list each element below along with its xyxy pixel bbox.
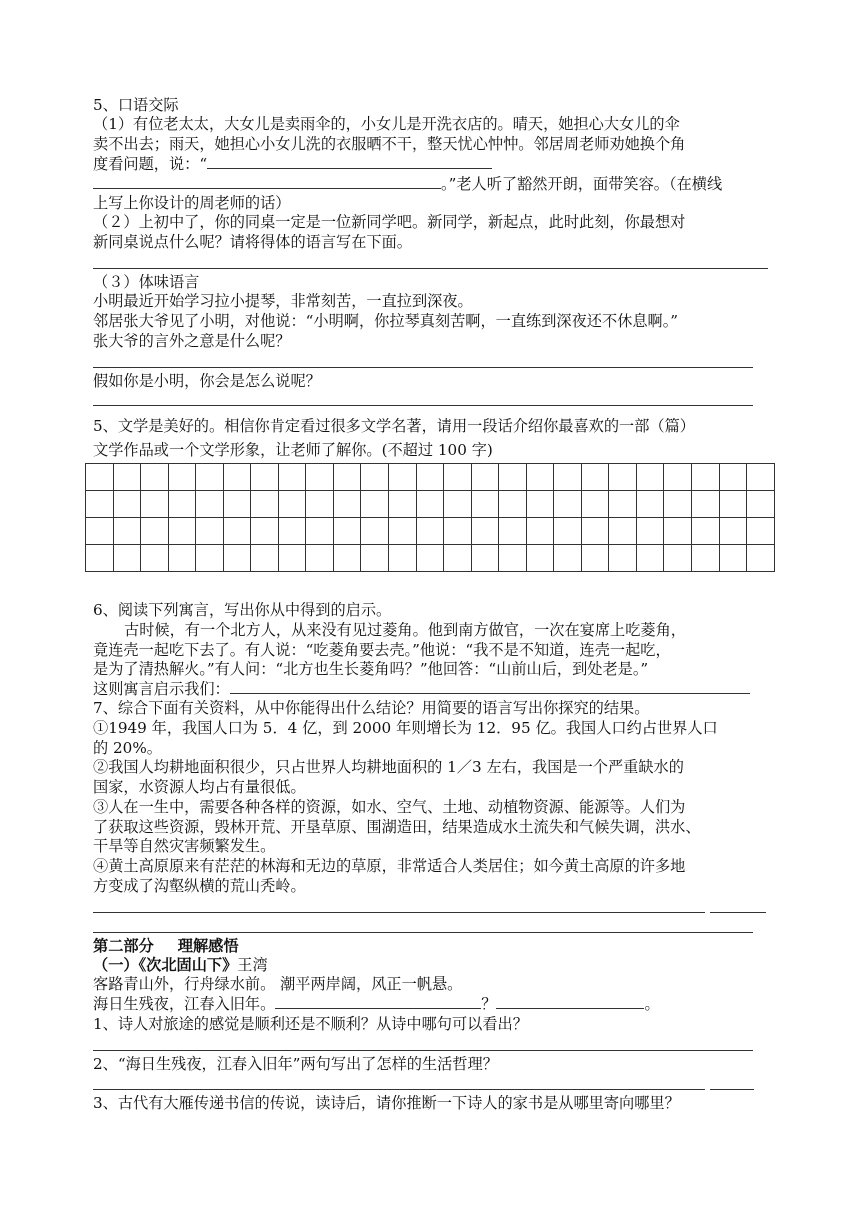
grid-cell[interactable] [636,464,664,491]
grid-cell[interactable] [471,464,499,491]
section5b-line1: 5、文学是美好的。相信你肯定看过很多文学名著，请用一段话介绍你最喜欢的一部（篇） [93,417,695,435]
grid-cell[interactable] [444,464,472,491]
poem-line2 [93,994,660,1014]
grid-cell[interactable] [416,518,444,545]
section5b-line2: 文学作品或一个文学形象，让老师了解你。(不超过 100 字) [93,441,493,459]
answer-line[interactable] [93,405,753,406]
grid-cell[interactable] [141,491,169,518]
grid-cell[interactable] [499,545,527,572]
grid-cell[interactable] [664,464,692,491]
grid-cell[interactable] [223,464,251,491]
answer-blank[interactable] [230,679,750,694]
q3-text-line2: 邻居张大爷见了小明，对他说：“小明啊，你拉琴真刻苦啊，一直练到深夜还不休息啊。” [93,312,679,330]
grid-cell[interactable] [692,464,720,491]
grid-cell[interactable] [223,545,251,572]
fable-line3: 是为了清热解火。”有人问：“北方也生长菱角吗？”他回答：“山前山后，到处老是。” [93,660,649,678]
grid-cell[interactable] [609,518,637,545]
grid-cell[interactable] [113,491,141,518]
part2-title: 理解感悟 [177,937,239,955]
grid-cell[interactable] [306,491,334,518]
grid-cell[interactable] [361,491,389,518]
q3-text-line4: 假如你是小明，你会是怎么说呢？ [93,372,321,390]
grid-cell[interactable] [636,545,664,572]
grid-cell[interactable] [471,491,499,518]
poem-title-line [93,955,268,975]
grid-cell[interactable] [113,518,141,545]
grid-cell[interactable] [278,464,306,491]
section7-line2: ①1949 年，我国人口为 5．4 亿，到 2000 年则增长为 12．95 亿。我国人口约占世界人口 [93,719,718,737]
q3-heading: （３）体味语言 [93,273,200,291]
grid-cell[interactable] [251,464,279,491]
poem-question-2: 2、“海日生残夜，江春入旧年”两句写出了怎样的生活哲理？ [93,1055,498,1073]
grid-cell[interactable] [554,545,582,572]
grid-cell[interactable] [251,491,279,518]
grid-cell[interactable] [251,545,279,572]
grid-cell[interactable] [196,464,224,491]
grid-cell[interactable] [306,518,334,545]
section7-line9: ④黄土高原原来有茫茫的林海和无边的草原，非常适合人类居住；如今黄土高原的许多地 [93,857,686,875]
grid-cell[interactable] [609,545,637,572]
poem-line1: 客路青山外，行舟绿水前。 潮平两岸阔，风正一帆悬。 [93,975,463,993]
answer-line[interactable] [93,1089,705,1090]
grid-cell[interactable] [168,491,196,518]
q1-text-line2: 卖不出去；雨天，她担心小女儿洗的衣服晒不干，整天忧心忡忡。邻居周老师劝她换个角 [93,135,686,153]
grid-cell[interactable] [333,545,361,572]
grid-cell[interactable] [747,491,775,518]
poem-question-1: 1、诗人对旅途的感觉是顺利还是不顺利？从诗中哪句可以看出？ [93,1015,528,1033]
grid-cell[interactable] [168,464,196,491]
grid-cell[interactable] [526,464,554,491]
grid-cell[interactable] [444,518,472,545]
grid-cell[interactable] [196,491,224,518]
grid-cell[interactable] [278,491,306,518]
grid-cell[interactable] [223,518,251,545]
section7-line8: 干旱等自然灾害频繁发生。 [93,837,276,855]
grid-cell[interactable] [581,464,609,491]
grid-cell[interactable] [719,491,747,518]
grid-cell[interactable] [389,491,417,518]
answer-line[interactable] [93,268,768,269]
period-mark: 。 [644,995,660,1013]
section7-line4: ②我国人均耕地面积很少，只占世界人均耕地面积的 1／3 左右，我国是一个严重缺水的 [93,758,684,776]
grid-cell[interactable] [389,464,417,491]
grid-cell[interactable] [113,545,141,572]
grid-cell[interactable] [306,464,334,491]
grid-row [86,464,775,491]
writing-grid[interactable] [85,463,775,572]
grid-cell[interactable] [113,464,141,491]
grid-cell[interactable] [389,518,417,545]
grid-cell[interactable] [361,464,389,491]
grid-cell[interactable] [636,491,664,518]
grid-cell[interactable] [389,545,417,572]
fable-prompt-label: 这则寓言启示我们： [93,680,230,698]
q1-text-line3 [93,154,492,174]
grid-cell[interactable] [747,518,775,545]
grid-cell[interactable] [86,518,114,545]
section7-line5: 国家，水资源人均占有量很低。 [93,778,306,796]
grid-cell[interactable] [361,545,389,572]
q1-text-line1: （1）有位老太太，大女儿是卖雨伞的，小女儿是开洗衣店的。晴天，她担心大女儿的伞 [93,115,680,133]
poem-author: 王湾 [237,956,268,974]
section5-heading: 5、口语交际 [93,96,179,114]
answer-line[interactable] [93,932,753,933]
grid-cell[interactable] [333,464,361,491]
q3-text-line1: 小明最近开始学习拉小提琴，非常刻苦，一直拉到深夜。 [93,292,473,310]
grid-cell[interactable] [664,518,692,545]
grid-cell[interactable] [141,464,169,491]
grid-cell[interactable] [692,491,720,518]
section7-line1: 7、综合下面有关资料，从中你能得出什么结论？用简要的语言写出你探究的结果。 [93,699,650,717]
section7-line10: 方变成了沟壑纵横的荒山秃岭。 [93,877,306,895]
grid-cell[interactable] [223,491,251,518]
grid-cell[interactable] [499,518,527,545]
answer-line[interactable] [93,912,705,913]
grid-cell[interactable] [416,545,444,572]
grid-cell[interactable] [86,464,114,491]
grid-cell[interactable] [664,491,692,518]
grid-cell[interactable] [554,464,582,491]
grid-cell[interactable] [499,464,527,491]
grid-cell[interactable] [251,518,279,545]
grid-cell[interactable] [86,545,114,572]
grid-cell[interactable] [719,464,747,491]
part2-heading [93,936,239,956]
answer-line[interactable] [710,1089,754,1090]
grid-cell[interactable] [692,545,720,572]
answer-blank[interactable] [496,994,644,1009]
grid-cell[interactable] [333,518,361,545]
q1-text-line4 [93,174,722,194]
section7-line7: 了获取这些资源，毁林开荒、开垦草原、围湖造田，结果造成水土流失和气候失调，洪水、 [93,818,701,836]
grid-cell[interactable] [747,464,775,491]
grid-cell[interactable] [581,545,609,572]
grid-cell[interactable] [526,545,554,572]
grid-cell[interactable] [196,518,224,545]
grid-row [86,545,775,572]
grid-row [86,491,775,518]
poem-title: （一）《次北固山下》 [93,956,238,974]
grid-cell[interactable] [471,518,499,545]
grid-cell[interactable] [636,518,664,545]
fable-line1: 古时候，有一个北方人，从来没有见过菱角。他到南方做官，一次在宴席上吃菱角， [124,621,686,639]
grid-cell[interactable] [306,545,334,572]
q2-text-line1: （２）上初中了，你的同桌一定是一位新同学吧。新同学，新起点，此时此刻，你最想对 [93,213,686,231]
grid-cell[interactable] [278,518,306,545]
grid-cell[interactable] [141,545,169,572]
grid-cell[interactable] [609,491,637,518]
grid-cell[interactable] [526,491,554,518]
grid-cell[interactable] [719,518,747,545]
grid-cell[interactable] [444,545,472,572]
q1-quote-end: 。”老人听了豁然开朗，面带笑容。（在横线 [441,175,723,193]
question-mark: ？ [481,995,497,1013]
q2-text-line2: 新同桌说点什么呢？请将得体的语言写在下面。 [93,233,412,251]
grid-cell[interactable] [554,491,582,518]
grid-cell[interactable] [168,518,196,545]
q1-text-line5: 上写上你设计的周老师的话） [93,194,291,212]
grid-cell[interactable] [416,491,444,518]
answer-blank[interactable] [207,154,492,169]
q3-text-line3: 张大爷的言外之意是什么呢？ [93,332,291,350]
answer-line[interactable] [93,367,753,368]
grid-cell[interactable] [168,545,196,572]
grid-cell[interactable] [471,545,499,572]
grid-cell[interactable] [141,518,169,545]
grid-cell[interactable] [692,518,720,545]
grid-cell[interactable] [526,518,554,545]
grid-cell[interactable] [581,518,609,545]
grid-cell[interactable] [278,545,306,572]
grid-cell[interactable] [554,518,582,545]
grid-cell[interactable] [581,491,609,518]
q1-quote-start: 度看问题，说：“ [93,155,208,173]
grid-cell[interactable] [86,491,114,518]
grid-cell[interactable] [416,464,444,491]
grid-cell[interactable] [361,518,389,545]
grid-cell[interactable] [499,491,527,518]
fable-line2: 竟连壳一起吃下去了。有人说：“吃菱角要去壳。”他说：“我不是不知道，连壳一起吃， [93,641,671,659]
grid-cell[interactable] [609,464,637,491]
section6-heading: 6、阅读下列寓言，写出你从中得到的启示。 [93,601,392,619]
answer-blank[interactable] [275,994,481,1009]
poem-question-3: 3、古代有大雁传递书信的传说，读诗后，请你推断一下诗人的家书是从哪里寄向哪里？ [93,1094,680,1112]
grid-row [86,518,775,545]
grid-cell[interactable] [333,491,361,518]
grid-cell[interactable] [444,491,472,518]
grid-cell[interactable] [747,545,775,572]
grid-cell[interactable] [664,545,692,572]
poem-line2-head: 海日生残夜，江春入旧年。 [93,995,276,1013]
answer-line[interactable] [710,912,766,913]
part2-label: 第二部分 [93,937,154,955]
section7-line6: ③人在一生中，需要各种各样的资源，如水、空气、土地、动植物资源、能源等。人们为 [93,798,686,816]
grid-cell[interactable] [719,545,747,572]
answer-blank[interactable] [93,174,441,189]
grid-cell[interactable] [196,545,224,572]
answer-line[interactable] [93,1050,753,1051]
section7-line3: 的 20%。 [93,739,162,757]
fable-prompt [93,679,750,699]
